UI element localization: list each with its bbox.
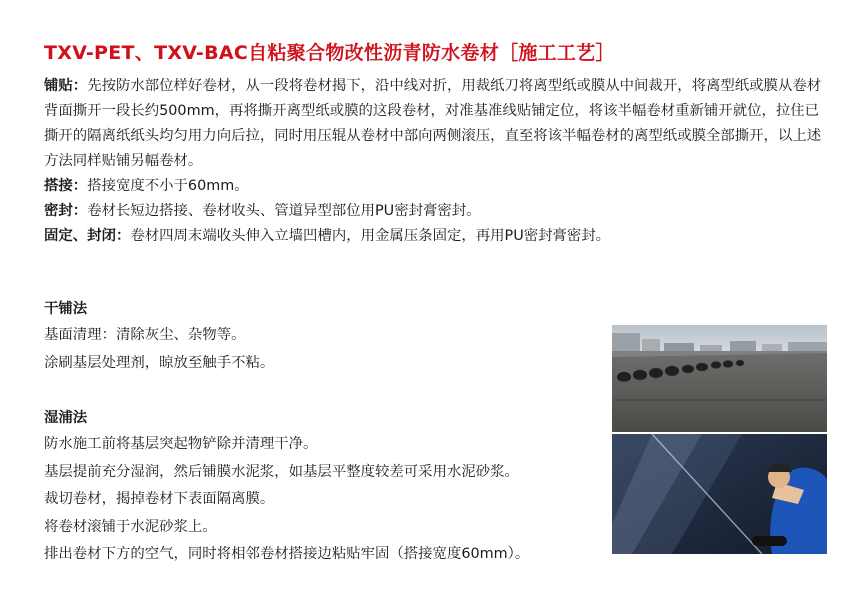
dry-method-heading: 干铺法: [44, 301, 88, 317]
rooftop-rolls-photo: [612, 325, 827, 432]
install-steps: [44, 74, 824, 249]
dry-method-steps: [44, 322, 274, 377]
list-item: 防水施工前将基层突起物铲除并清理干净。: [44, 436, 318, 452]
wet-method-heading: 湿浦法: [44, 410, 88, 426]
paragraph-text: 先按防水部位样好卷材，从一段将卷材揭下，沿中线对折，用裁纸刀将离型纸或膜从中间裁开，将离型纸或膜从卷材背面撕开一段长约500mm，再将撕开离型纸或膜的这段卷材，对准基准线贴铺定位，将该半幅卷材重新铺开就位，拉住已撕开的隔离纸纸头均匀用力向后拉，同时用压辊从卷材中部向两侧滚压，直至将该半幅卷材的离型纸或膜全部撕开，以上述方法同样贴铺另幅卷材。: [44, 78, 822, 169]
paragraph-fix: [44, 224, 824, 249]
paragraph-seal: [44, 199, 824, 224]
paragraph-label: 固定、封闭：: [44, 228, 131, 244]
list-item: 基面清理：清除灰尘、杂物等。: [44, 327, 246, 343]
paragraph-paving: [44, 74, 824, 174]
list-item: 基层提前充分湿润，然后铺膜水泥浆，如基层平整度较差可采用水泥砂浆。: [44, 463, 519, 480]
wet-method-steps: [44, 431, 529, 569]
paragraph-text: 卷材四周末端收头伸入立墙凹槽内，用金属压条固定，再用PU密封膏密封。: [130, 228, 611, 244]
list-item: 裁切卷材，揭掉卷材下表面隔离膜。: [44, 491, 275, 508]
paragraph-overlap: [44, 174, 824, 199]
page-title: TXV-PET、TXV-BAC自粘聚合物改性沥青防水卷材［施工工艺］: [44, 42, 615, 64]
list-item: 将卷材滚铺于水泥砂浆上。: [44, 518, 217, 535]
paragraph-label: 密封：: [44, 203, 88, 219]
list-item: 涂刷基层处理剂，晾放至触手不粘。: [44, 354, 275, 371]
paragraph-label: 搭接：: [44, 178, 88, 194]
paragraph-label: 铺贴：: [44, 78, 88, 94]
worker-installing-photo: [612, 434, 827, 554]
paragraph-text: 卷材长短边搭接、卷材收头、管道异型部位用PU密封膏密封。: [87, 203, 481, 219]
list-item: 排出卷材下方的空气，同时将相邻卷材搭接边粘贴牢固（搭接宽度60mm）。: [44, 546, 530, 563]
paragraph-text: 搭接宽度不小于60mm。: [87, 178, 249, 194]
